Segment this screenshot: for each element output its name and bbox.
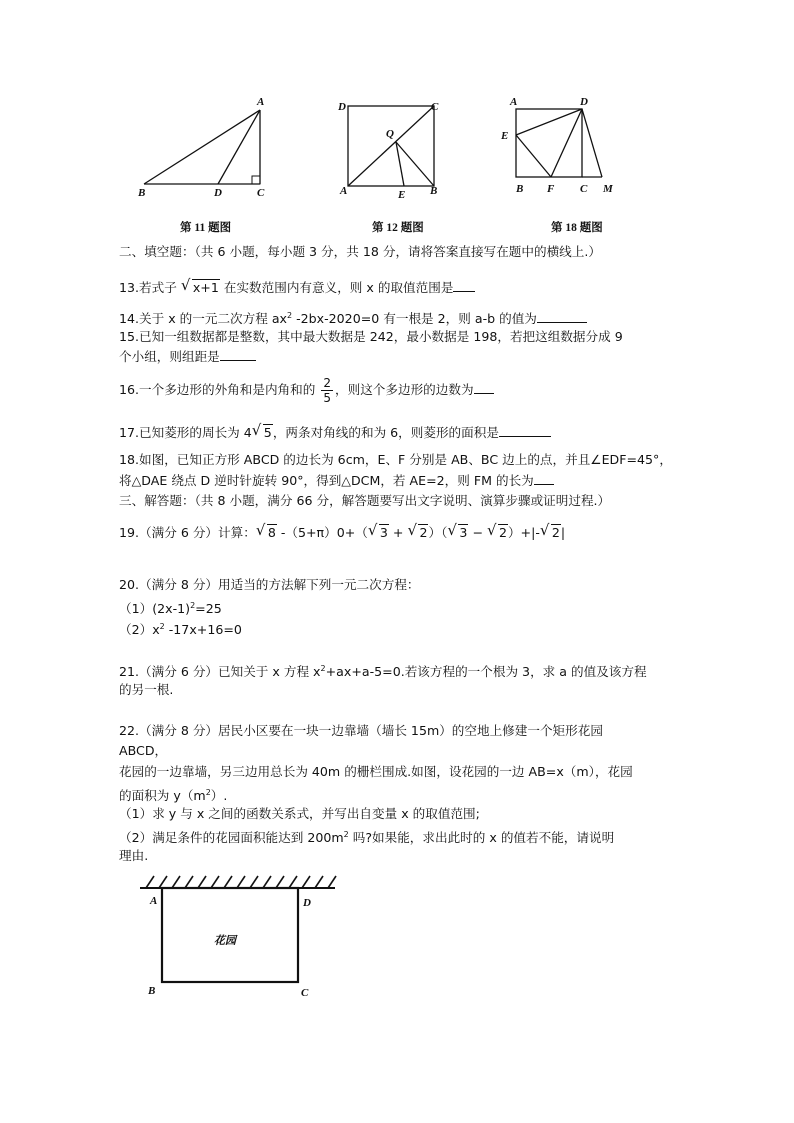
fig18-label-m: M: [603, 183, 613, 195]
question-21-line-1: 21.（满分 6 分）已知关于 x 方程 $x^2+ax+a-5=0$.若该方程的一个根为 3，求 a 的值及该方程: [119, 664, 647, 679]
question-21-line-2: 的另一根.: [119, 682, 174, 697]
garden-label-a: A: [150, 895, 158, 907]
fig11-label-c: C: [257, 187, 265, 199]
fraction-two-fifths: $\frac{2}{5}$: [323, 376, 331, 405]
question-22-line-1: 22.（满分 8 分）居民小区要在一块一边靠墙（墙长 15m）的空地上修建一个矩形花园: [119, 723, 603, 738]
fig12-label-b: B: [430, 185, 438, 197]
fig18-label-f: F: [547, 183, 555, 195]
answer-blank-14: [537, 310, 587, 323]
question-20-line-1: 20.（满分 8 分）用适当的方法解下列一元二次方程：: [119, 577, 420, 592]
garden-figure: [140, 868, 340, 1000]
question-20-part-1: $(1)(2x-1)^2=25$: [119, 601, 222, 616]
question-22-line-5: （1）求 y 与 x 之间的函数关系式，并写出自变量 x 的取值范围;: [119, 806, 480, 821]
question-22-line-7: 理由.: [119, 848, 149, 863]
question-17: 17.已知菱形的周长为 4√ 5，两条对角线的和为 6，则菱形的面积是: [119, 424, 551, 441]
fig18-label-e: E: [501, 130, 509, 142]
section-2-header: 二、填空题：（共 6 小题，每小题 3 分，共 18 分，请将答案直接写在题中的横线上.）: [119, 244, 601, 259]
fig12-label-d: D: [338, 101, 346, 113]
figure-18-caption: 第 18 题图: [551, 222, 603, 234]
garden-label-b: B: [148, 985, 156, 997]
question-20-part-2: $(2)x^2$ -17x+16=0: [119, 622, 242, 637]
answer-blank-17: [499, 424, 551, 437]
garden-label-c: C: [301, 987, 309, 999]
question-13: 13.若式子 √ x+1 在实数范围内有意义，则 x 的取值范围是: [119, 279, 475, 296]
figure-11-caption: 第 11 题图: [180, 222, 232, 234]
question-14: 14.关于 x 的一元二次方程 $ax^2$ -2bx-2020=0 有一根是 2，则 a-b 的值为: [119, 308, 587, 327]
question-22-line-4: 的面积为 $y(m^2)$.: [119, 788, 228, 803]
figure-18: [496, 95, 624, 200]
fig18-label-b: B: [516, 183, 524, 195]
answer-blank-13: [453, 279, 475, 292]
fig11-label-d: D: [214, 187, 222, 199]
garden-name: 花园: [214, 935, 236, 947]
question-16: 16.一个多边形的外角和是内角和的 $\frac{2}{5}$ ，则这个多边形的边数为: [119, 376, 494, 405]
fig12-label-c: C: [431, 101, 439, 113]
fig18-label-a: A: [510, 96, 518, 108]
fig11-label-a: A: [257, 96, 265, 108]
question-15-line-1: 15.已知一组数据都是整数，其中最大数据是 242，最小数据是 198，若把这组数据分成 9: [119, 329, 623, 344]
figure-12-caption: 第 12 题图: [372, 222, 424, 234]
figure-11: [130, 92, 275, 200]
figure-12: [334, 96, 446, 200]
question-22-line-6: （2）满足条件的花园面积能达到 $200m^2$ 吗?如果能，求出此时的 x 的值若不能，请说明: [119, 830, 615, 845]
section-3-header: 三、解答题：（共 8 小题，满分 66 分，解答题要写出文字说明、演算步骤或证明过程.）: [119, 493, 611, 508]
question-18-line-1: 18.如图，已知正方形 ABCD 的边长为 6cm，E、F 分别是 AB、BC 边上的点，并且∠EDF=45°，: [119, 452, 672, 467]
question-22-line-3: 花园的一边靠墙，另三边用总长为 40m 的栅栏围成.如图，设花园的一边 AB=x（m），花园: [119, 764, 633, 779]
fig18-label-d: D: [580, 96, 588, 108]
answer-blank-15: [220, 348, 256, 361]
garden-label-d: D: [303, 897, 311, 909]
fig11-label-b: B: [138, 187, 146, 199]
fig12-label-e: E: [398, 189, 406, 200]
question-19: 19.（满分 6 分）计算：√ 8 -（5+π）0+（√ 3 + √ 2）（√ 3 − √ 2）+|-√ 2|: [119, 525, 565, 541]
question-22-line-2: ABCD，: [119, 743, 168, 758]
question-15-line-2: 个小组，则组距是: [119, 348, 256, 365]
answer-blank-16: [474, 381, 494, 394]
fig18-label-c: C: [580, 183, 588, 195]
fig12-label-q: Q: [386, 128, 394, 140]
fig12-label-a: A: [340, 185, 348, 197]
question-18-line-2: 将△DAE 绕点 D 逆时针旋转 90°，得到△DCM，若 AE=2，则 FM 的长为: [119, 472, 554, 489]
answer-blank-18: [534, 472, 554, 485]
